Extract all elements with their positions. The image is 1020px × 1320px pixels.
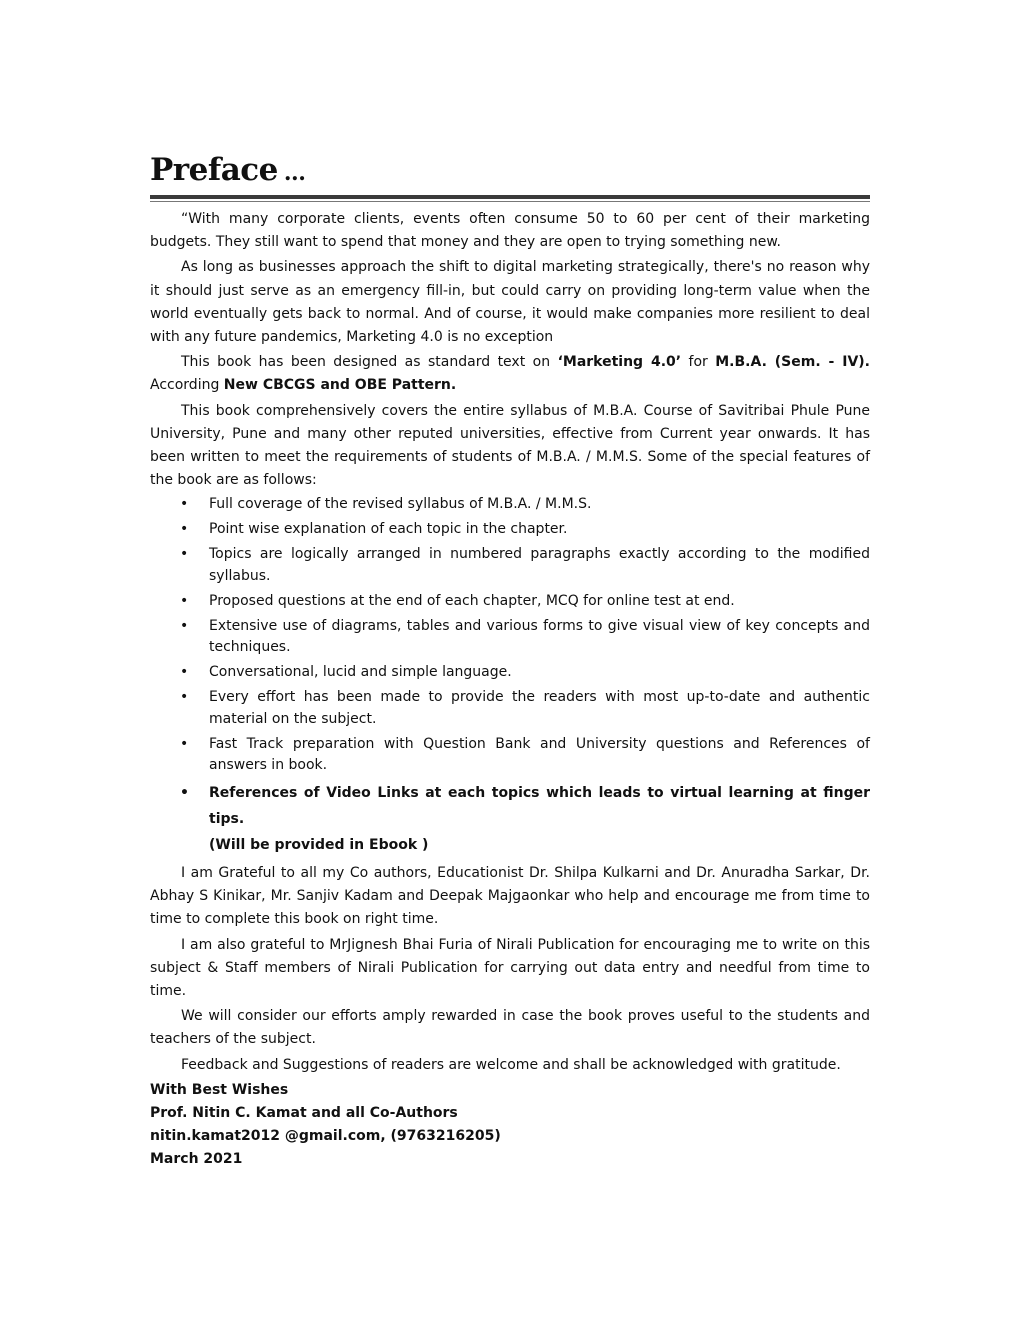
list-item-text: Proposed questions at the end of each chapter, MCQ for online test at end. — [209, 592, 735, 609]
title-underline-thick — [150, 195, 870, 199]
bullet-icon: • — [180, 664, 189, 681]
list-item-text: Topics are logically arranged in numbered paragraphs exactly according to the modified syllabus. — [209, 546, 870, 584]
ebook-note: (Will be provided in Ebook ) — [209, 837, 429, 854]
list-item-video-links — [150, 780, 870, 858]
list-item-text: Fast Track preparation with Question Bank and University questions and References of answers in book. — [209, 735, 870, 774]
signature-author: Prof. Nitin C. Kamat and all Co-Authors — [150, 1104, 458, 1121]
signature-wishes: With Best Wishes — [150, 1081, 289, 1098]
preface-page — [150, 150, 870, 1172]
list-item — [150, 494, 870, 516]
page-title — [150, 150, 870, 193]
title-underline-thin — [150, 201, 870, 202]
paragraph-gratitude-coauthors: I am Grateful to all my Co authors, Educationist Dr. Shilpa Kulkarni and Dr. Anuradha Sarkar, Dr. Abhay S Kinikar, Mr. Sanjiv Kadam and Deepak Majgaonkar who help and encourage me from time to time to complete this book on right time. — [150, 864, 870, 928]
bullet-icon: • — [180, 617, 189, 634]
text-run: for — [681, 354, 716, 371]
bullet-icon: • — [180, 546, 189, 563]
pattern-bold: New CBCGS and OBE Pattern. — [223, 377, 457, 394]
list-item-text: Extensive use of diagrams, tables and various forms to give visual view of key concepts and techniques. — [209, 617, 870, 656]
bullet-icon: • — [180, 592, 189, 609]
list-item — [150, 734, 870, 777]
list-item — [150, 591, 870, 613]
paragraph-syllabus-coverage: This book comprehensively covers the entire syllabus of M.B.A. Course of Savitribai Phule Pune University, Pune and many other reputed universities, effective from Current year onwards. It has been written to meet the requirements of students of M.B.A. / M.M.S. Some of the special features of the book are as follows: — [150, 402, 870, 489]
list-item-text: Every effort has been made to provide the readers with most up-to-date and authentic material on the subject. — [209, 689, 870, 727]
bullet-icon: • — [180, 689, 189, 706]
list-item — [150, 519, 870, 541]
bullet-icon: • — [180, 521, 189, 538]
list-item — [150, 616, 870, 659]
paragraph-book-design — [150, 351, 870, 397]
signature-contact: nitin.kamat2012 @gmail.com, (9763216205) — [150, 1128, 501, 1145]
bullet-icon: • — [180, 735, 189, 752]
list-item — [150, 544, 870, 587]
text-run: According — [150, 377, 224, 394]
bullet-icon: • — [180, 785, 189, 802]
text-run: This book has been designed as standard text on — [181, 354, 558, 371]
paragraph-gratitude-publisher: I am also grateful to MrJignesh Bhai Furia of Nirali Publication for encouraging me to write on this subject & Staff members of Nirali Publication for carrying out data entry and needful from time to time. — [150, 936, 870, 999]
bullet-icon: • — [180, 496, 189, 513]
signature-date: March 2021 — [150, 1151, 243, 1168]
list-item-text: Full coverage of the revised syllabus of M.B.A. / M.M.S. — [209, 496, 592, 513]
book-title-bold: ‘Marketing 4.0’ — [557, 354, 682, 371]
paragraph-feedback: Feedback and Suggestions of readers are welcome and shall be acknowledged with gratitude. — [181, 1056, 841, 1073]
paragraph-efforts: We will consider our efforts amply rewarded in case the book proves useful to the students and teachers of the subject. — [150, 1008, 870, 1048]
list-item-text: References of Video Links at each topics which leads to virtual learning at finger tips. — [209, 785, 870, 828]
paragraph-digital-marketing: As long as businesses approach the shift to digital marketing strategically, there's no reason why it should just serve as an emergency fill-in, but could carry on providing long-term value when the world eventually gets back to normal. And of course, it would make companies more resilient to deal with any future pandemics, Marketing 4.0 is no exception — [150, 259, 870, 346]
list-item-text: Conversational, lucid and simple language. — [209, 664, 512, 681]
title-text: Preface — [150, 152, 278, 188]
list-item — [150, 662, 870, 684]
course-bold: M.B.A. (Sem. - IV). — [715, 354, 870, 371]
paragraph-intro-quote: “With many corporate clients, events often consume 50 to 60 per cent of their marketing budgets. They still want to spend that money and they are open to trying something new. — [150, 211, 870, 251]
list-item — [150, 687, 870, 730]
list-item-text: Point wise explanation of each topic in the chapter. — [209, 521, 568, 538]
title-ellipsis: ... — [283, 160, 306, 186]
features-list — [150, 494, 870, 858]
